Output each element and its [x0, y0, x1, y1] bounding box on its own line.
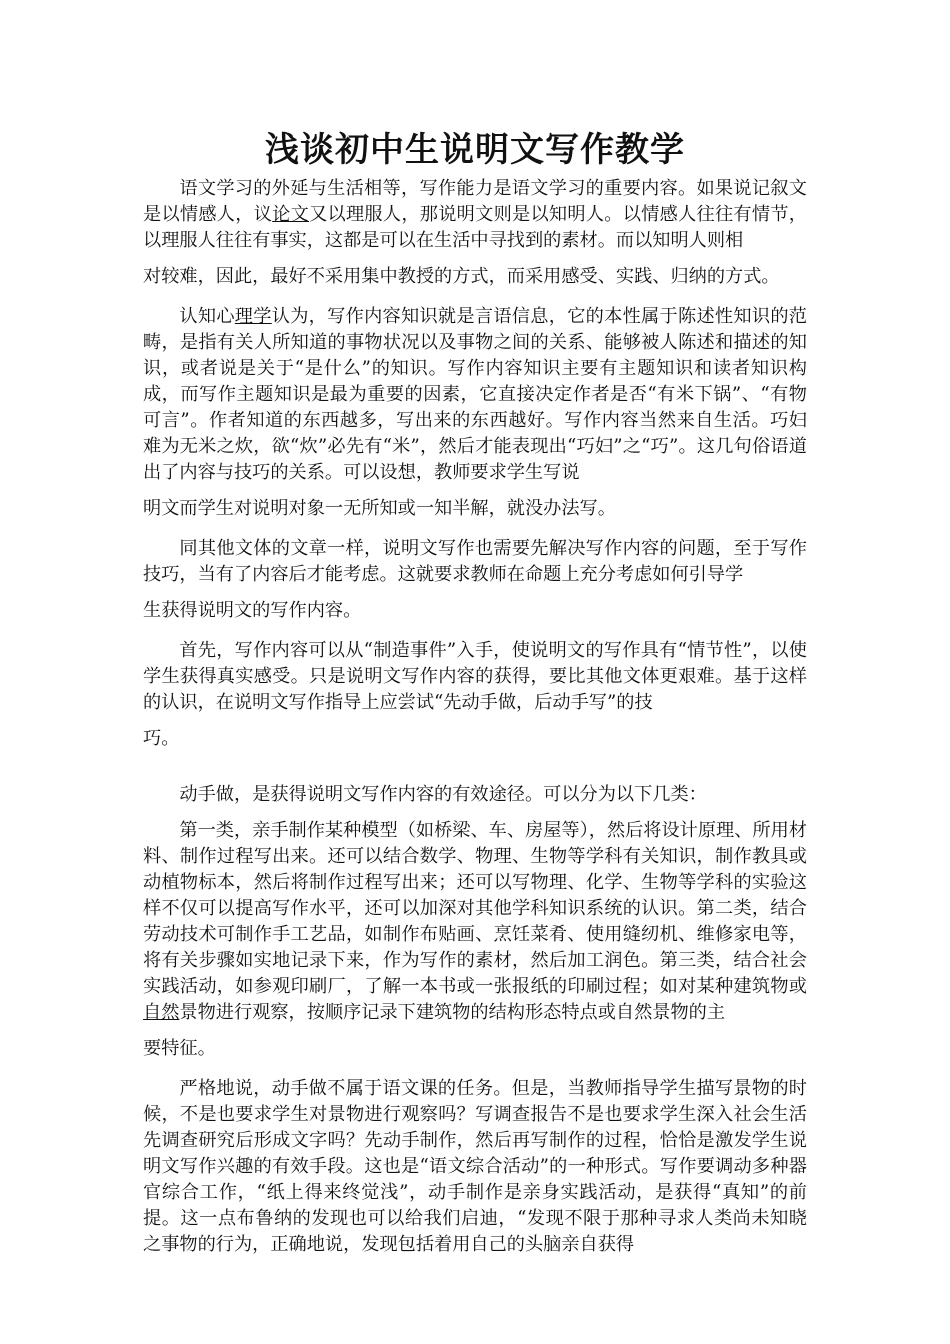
paragraph-6 [143, 818, 807, 1062]
paragraph-2-last-line: 明文而学生对说明对象一无所知或一知半解，就没办法写。 [143, 498, 616, 519]
document-body [143, 176, 807, 1258]
paragraph-4-last-line: 巧。 [143, 728, 180, 749]
paragraph-4 [143, 638, 807, 752]
paragraph-5 [143, 782, 807, 808]
paragraph-1-text: 语文学习的外延与生活相等，写作能力是语文学习的重要内容。如果说记叙文是以情感人，议 [143, 178, 807, 225]
paragraph-2-text-cont: 认为，写作内容知识就是言语信息，它的本性属于陈述性知识的范畴，是指有关人所知道的事物状况以及事物之间的关系、能够被人陈述和描述的知识，或者说是关于“是什么”的知识。写作内容知识主要有主题知识和读者知识构成，而写作主题知识是最为重要的因素，它直接决定作者是否“有米下锅”、“有物可言”。作者知道的东西越多，写出来的东西越好。写作内容当然来自生活。巧妇难为无米之炊，欲“炊”必先有“米”，然后才能表现出“巧妇”之“巧”。这几句俗语道出了内容与技巧的关系。可以设想，教师要求学生写说 [143, 306, 807, 483]
paragraph-1 [143, 176, 807, 290]
document-title: 浅谈初中生说明文写作教学 [265, 130, 685, 170]
paragraph-6-text-cont: 景物进行观察，按顺序记录下建筑物的结构形态特点或自然景物的主 [179, 1002, 726, 1023]
paragraph-2 [143, 304, 807, 522]
paragraph-3 [143, 536, 807, 624]
paragraph-3-text: 同其他文体的文章一样，说明文写作也需要先解决写作内容的问题，至于写作技巧，当有了内容后才能考虑。这就要求教师在命题上充分考虑如何引导学 [143, 538, 807, 585]
link-lunwen[interactable]: 论文 [272, 204, 310, 225]
paragraph-5-text: 动手做，是获得说明文写作内容的有效途径。可以分为以下几类： [179, 784, 707, 805]
paragraph-3-last-line: 生获得说明文的写作内容。 [143, 600, 362, 621]
paragraph-1-last-line: 对较难，因此，最好不采用集中教授的方式，而采用感受、实践、归纳的方式。 [143, 266, 780, 287]
paragraph-6-last-line: 要特征。 [143, 1038, 216, 1059]
paragraph-7-text: 严格地说，动手做不属于语文课的任务。但是，当教师指导学生描写景物的时候，不是也要求学生对景物进行观察吗？写调查报告不是也要求学生深入社会生活先调查研究后形成文字吗？先动手制作，然后再写制作的过程，恰恰是激发学生说明文写作兴趣的有效手段。这也是“语文综合活动”的一种形式。写作要调动多种器官综合工作，“纸上得来终觉浅”，动手制作是亲身实践活动，是获得“真知”的前提。这一点布鲁纳的发现也可以给我们启迪，“发现不限于那种寻求人类尚未知晓之事物的行为，正确地说，发现包括着用自己的头脑亲自获得 [143, 1078, 807, 1255]
paragraph-1-text-cont: 又以理服人，那说明文则是以知明人。以情感人往往有情节，以理服人往往有事实，这都是可以在生活中寻找到的素材。而以知明人则相 [143, 204, 807, 251]
paragraph-7 [143, 1076, 807, 1258]
paragraph-2-text: 认知心 [179, 306, 235, 327]
link-ziran[interactable]: 自然 [143, 1002, 180, 1023]
paragraph-6-text: 第一类，亲手制作某种模型（如桥梁、车、房屋等），然后将设计原理、所用材料、制作过程写出来。还可以结合数学、物理、生物等学科有关知识，制作教具或动植物标本，然后将制作过程写出来；还可以写物理、化学、生物等学科的实验这样不仅可以提高写作水平，还可以加深对其他学科知识系统的认识。第二类，结合劳动技术可制作手工艺品，如制作布贴画、烹饪菜肴、使用缝纫机、维修家电等，将有关步骤如实地记录下来，作为写作的素材，然后加工润色。第三类，结合社会实践活动，如参观印刷厂，了解一本书或一张报纸的印刷过程；如对某种建筑物或 [143, 820, 807, 997]
paragraph-4-text: 首先，写作内容可以从“制造事件”入手，使说明文的写作具有“情节性”，以使学生获得真实感受。只是说明文写作内容的获得，要比其他文体更艰难。基于这样的认识，在说明文写作指导上应尝试“先动手做，后动手写”的技 [143, 640, 807, 713]
link-lixue[interactable]: 理学 [234, 306, 272, 327]
